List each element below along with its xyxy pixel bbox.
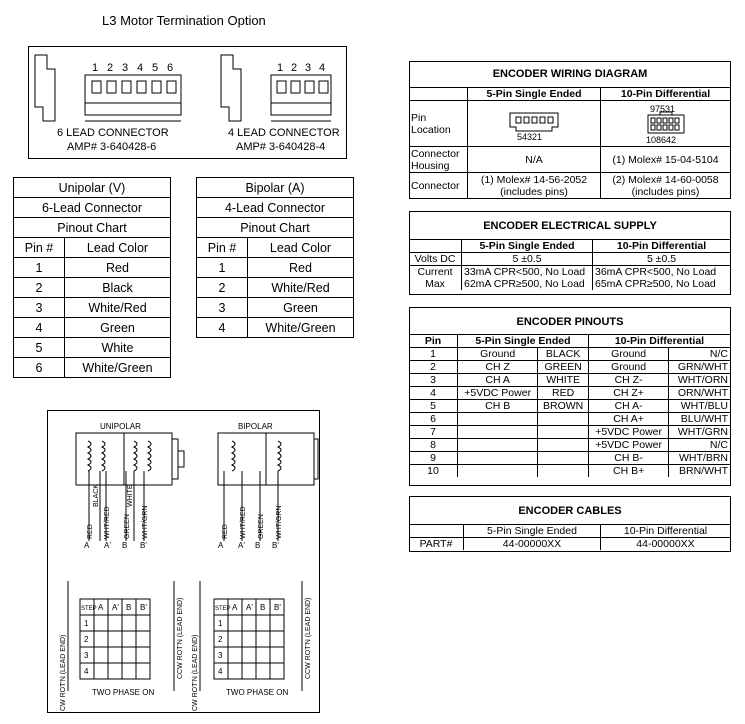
step-header: A [98,603,104,612]
part-ten-pin: 44-00000XX [601,538,731,551]
table-row [409,374,731,387]
column-header: Lead Color [65,238,171,258]
step-header: A [232,603,238,612]
step-header: B [260,603,266,612]
lead-label: WHT/GRN [142,505,149,539]
row-label: Max [425,278,445,290]
pin-cell: 6 [14,358,65,378]
column-header: Pin [409,335,458,348]
color-cell: Green [65,318,171,338]
pin-cell: 3 [197,298,248,318]
ten-pin-connector-icon [636,103,696,145]
table-row [409,465,731,478]
wiring-schematic [48,411,319,712]
pin-cell: 10 [409,465,458,478]
pin-number: 4 [319,62,326,74]
cw-rotation-label: CW ROT'N (LEAD END) [192,634,199,711]
color-ten-pin: GRN/WHT [669,361,731,374]
color-cell: Red [65,258,171,278]
row-label: Connector [409,173,468,199]
two-phase-on-label: TWO PHASE ON [226,688,289,697]
color-five-pin [538,439,589,452]
table-row [14,318,171,338]
column-header: 5-Pin Single Ended [458,335,589,348]
lead-label: WHITE [127,484,134,507]
pin-numbers: 108642 [645,134,676,145]
section-title: ENCODER PINOUTS [516,316,624,328]
housing-five-pin: N/A [468,147,601,173]
signal-ten-pin: +5VDC Power [588,426,668,439]
encoder-cables [409,496,731,552]
step-header: STEP [81,606,97,612]
housing-ten-pin: (1) Molex# 15-04-5104 [601,147,731,173]
step-header: B [126,603,132,612]
phase-label: B [122,541,128,550]
current-ten-pin: 65mA CPR≥500, No Load [595,278,716,290]
table-row [197,258,354,278]
table-row [197,318,354,338]
table-subtitle: 6-Lead Connector [14,198,171,218]
pin-cell: 2 [197,278,248,298]
pin-number: 3 [122,62,129,74]
color-five-pin: BLACK [538,348,589,361]
pin-cell: 1 [197,258,248,278]
color-five-pin: RED [538,387,589,400]
row-label: Pin Location [409,101,468,147]
encoder-electrical-supply [409,211,731,295]
table-row [14,338,171,358]
pin-cell: 4 [409,387,458,400]
pin-number: 5 [152,62,159,74]
step-number: 2 [84,635,89,644]
phase-label: B [255,541,261,550]
signal-ten-pin: +5VDC Power [588,439,668,452]
table-row [409,387,731,400]
step-header: STEP [215,606,231,612]
ten-pin-location [601,101,731,147]
pin-cell: 7 [409,426,458,439]
ccw-rotation-label: CCW ROT'N (LEAD END) [305,597,312,679]
signal-ten-pin: CH A+ [588,413,668,426]
signal-five-pin: CH Z [458,361,538,374]
volts-five-pin: 5 ±0.5 [462,253,593,266]
phase-label: A' [238,541,245,550]
color-ten-pin: WHT/GRN [669,426,731,439]
table-row [14,358,171,378]
table-title: Bipolar (A) [197,178,354,198]
table-title: Unipolar (V) [14,178,171,198]
signal-five-pin: CH A [458,374,538,387]
color-ten-pin: BRN/WHT [669,465,731,478]
pin-numbers: 54321 [517,131,543,141]
pin-cell: 6 [409,413,458,426]
section-title: ENCODER ELECTRICAL SUPPLY [483,220,657,232]
color-ten-pin: WHT/BRN [669,452,731,465]
six-lead-connector-label: 6 LEAD CONNECTOR [57,127,169,139]
connector-ten-pin: (2) Molex# 14-60-0058 [612,173,719,186]
four-lead-connector-label: 4 LEAD CONNECTOR [228,127,340,139]
section-title: ENCODER CABLES [518,505,622,517]
signal-five-pin [458,452,538,465]
column-header: 10-Pin Differential [593,240,731,253]
step-number: 3 [84,651,89,660]
lead-label: GREEN [258,514,265,539]
color-cell: White/Red [65,298,171,318]
table-row [409,452,731,465]
connector-five-pin-note: (includes pins) [500,185,568,198]
column-header: Pin # [14,238,65,258]
pin-number: 3 [305,62,312,74]
table-chart-label: Pinout Chart [197,218,354,238]
signal-ten-pin: CH Z- [588,374,668,387]
color-five-pin [538,465,589,478]
signal-five-pin: CH B [458,400,538,413]
pin-cell: 3 [14,298,65,318]
row-label: Connector Housing [409,147,468,173]
current-ten-pin: 36mA CPR<500, No Load [595,266,717,278]
pin-number: 4 [137,62,144,74]
step-number: 3 [218,651,223,660]
color-five-pin [538,452,589,465]
phase-label: B' [140,541,147,550]
color-five-pin: BROWN [538,400,589,413]
table-row [409,361,731,374]
unipolar-label: UNIPOLAR [100,422,141,431]
connector-drawing-box [28,46,347,159]
table-row [409,439,731,452]
pin-number: 1 [277,62,284,74]
signal-ten-pin: Ground [588,348,668,361]
pin-cell: 5 [14,338,65,358]
row-label: Current [417,266,453,278]
color-cell: White [65,338,171,358]
color-cell: White/Green [248,318,354,338]
pin-cell: 4 [14,318,65,338]
step-number: 4 [218,667,223,676]
table-row [409,348,731,361]
bipolar-pinout-table [196,177,354,338]
signal-five-pin [458,413,538,426]
pin-cell: 3 [409,374,458,387]
table-subtitle: 4-Lead Connector [197,198,354,218]
lead-label: BLACK [93,484,100,507]
page-title: L3 Motor Termination Option [102,13,266,28]
lead-label: WHT/RED [240,506,247,539]
column-header: 5-Pin Single Ended [468,88,601,101]
four-lead-amp-number: AMP# 3-640428-4 [236,141,326,153]
color-ten-pin: WHT/ORN [669,374,731,387]
signal-five-pin [458,426,538,439]
pin-cell: 2 [409,361,458,374]
phase-label: A' [104,541,111,550]
signal-ten-pin: CH B+ [588,465,668,478]
section-title: ENCODER WIRING DIAGRAM [492,68,648,80]
table-chart-label: Pinout Chart [14,218,171,238]
color-cell: White/Red [248,278,354,298]
signal-five-pin [458,439,538,452]
table-row [409,400,731,413]
pin-cell: 2 [14,278,65,298]
signal-ten-pin: CH A- [588,400,668,413]
table-row [197,278,354,298]
step-header: B' [140,603,147,612]
current-five-pin: 62mA CPR≥500, No Load [464,278,585,290]
pin-cell: 8 [409,439,458,452]
column-header: 5-Pin Single Ended [464,525,601,538]
lead-label: RED [87,524,94,539]
color-five-pin [538,426,589,439]
pin-cell: 1 [409,348,458,361]
table-row [409,426,731,439]
unipolar-pinout-table [13,177,171,378]
column-header: 10-Pin Differential [601,525,731,538]
lead-label: WHT/GRN [276,505,283,539]
pin-number: 2 [107,62,114,74]
pin-cell: 5 [409,400,458,413]
color-ten-pin: N/C [669,348,731,361]
signal-ten-pin: CH Z+ [588,387,668,400]
step-number: 4 [84,667,89,676]
column-header: Lead Color [248,238,354,258]
step-number: 1 [218,619,223,628]
color-cell: Black [65,278,171,298]
phase-label: A [84,541,90,550]
five-pin-connector-icon [504,107,564,141]
encoder-pinouts [409,307,731,486]
color-ten-pin: ORN/WHT [669,387,731,400]
bipolar-label: BIPOLAR [238,422,273,431]
column-header: 5-Pin Single Ended [462,240,593,253]
step-header: B' [274,603,281,612]
table-row [197,298,354,318]
table-row [14,278,171,298]
connector-ten-pin-note: (includes pins) [631,185,700,198]
six-lead-amp-number: AMP# 3-640428-6 [67,141,157,153]
five-pin-location [468,101,601,147]
two-phase-on-label: TWO PHASE ON [92,688,155,697]
signal-five-pin: Ground [458,348,538,361]
pin-cell: 4 [197,318,248,338]
signal-ten-pin: Ground [588,361,668,374]
lead-label: RED [222,524,229,539]
current-five-pin: 33mA CPR<500, No Load [464,266,586,278]
pin-numbers: 97531 [649,103,675,114]
color-five-pin: WHITE [538,374,589,387]
signal-five-pin [458,465,538,478]
color-ten-pin: N/C [669,439,731,452]
table-row [14,298,171,318]
step-number: 1 [84,619,89,628]
step-number: 2 [218,635,223,644]
column-header: 10-Pin Differential [601,88,731,101]
row-label: PART# [409,538,464,551]
pin-number: 1 [92,62,99,74]
step-header: A' [112,603,119,612]
phase-label: A [218,541,224,550]
pin-number: 2 [291,62,298,74]
table-row [409,413,731,426]
part-five-pin: 44-00000XX [464,538,601,551]
column-header: Pin # [197,238,248,258]
table-row [14,258,171,278]
volts-ten-pin: 5 ±0.5 [593,253,731,266]
color-cell: Red [248,258,354,278]
signal-five-pin: +5VDC Power [458,387,538,400]
row-label: Volts DC [409,253,462,266]
color-ten-pin: BLU/WHT [669,413,731,426]
pin-number: 6 [167,62,174,74]
color-five-pin [538,413,589,426]
color-cell: Green [248,298,354,318]
motor-wiring-diagram [47,410,320,713]
phase-label: B' [272,541,279,550]
connector-five-pin: (1) Molex# 14-56-2052 [480,173,588,186]
color-cell: White/Green [65,358,171,378]
encoder-wiring-diagram [409,61,731,199]
step-header: A' [246,603,253,612]
lead-label: WHT/RED [104,506,111,539]
ccw-rotation-label: CCW ROT'N (LEAD END) [177,597,184,679]
pin-cell: 9 [409,452,458,465]
column-header: 10-Pin Differential [588,335,730,348]
color-five-pin: GREEN [538,361,589,374]
lead-label: GREEN [124,514,131,539]
pin-cell: 1 [14,258,65,278]
signal-ten-pin: CH B- [588,452,668,465]
color-ten-pin: WHT/BLU [669,400,731,413]
cw-rotation-label: CW ROT'N (LEAD END) [60,634,67,711]
connector-drawing [29,47,346,158]
